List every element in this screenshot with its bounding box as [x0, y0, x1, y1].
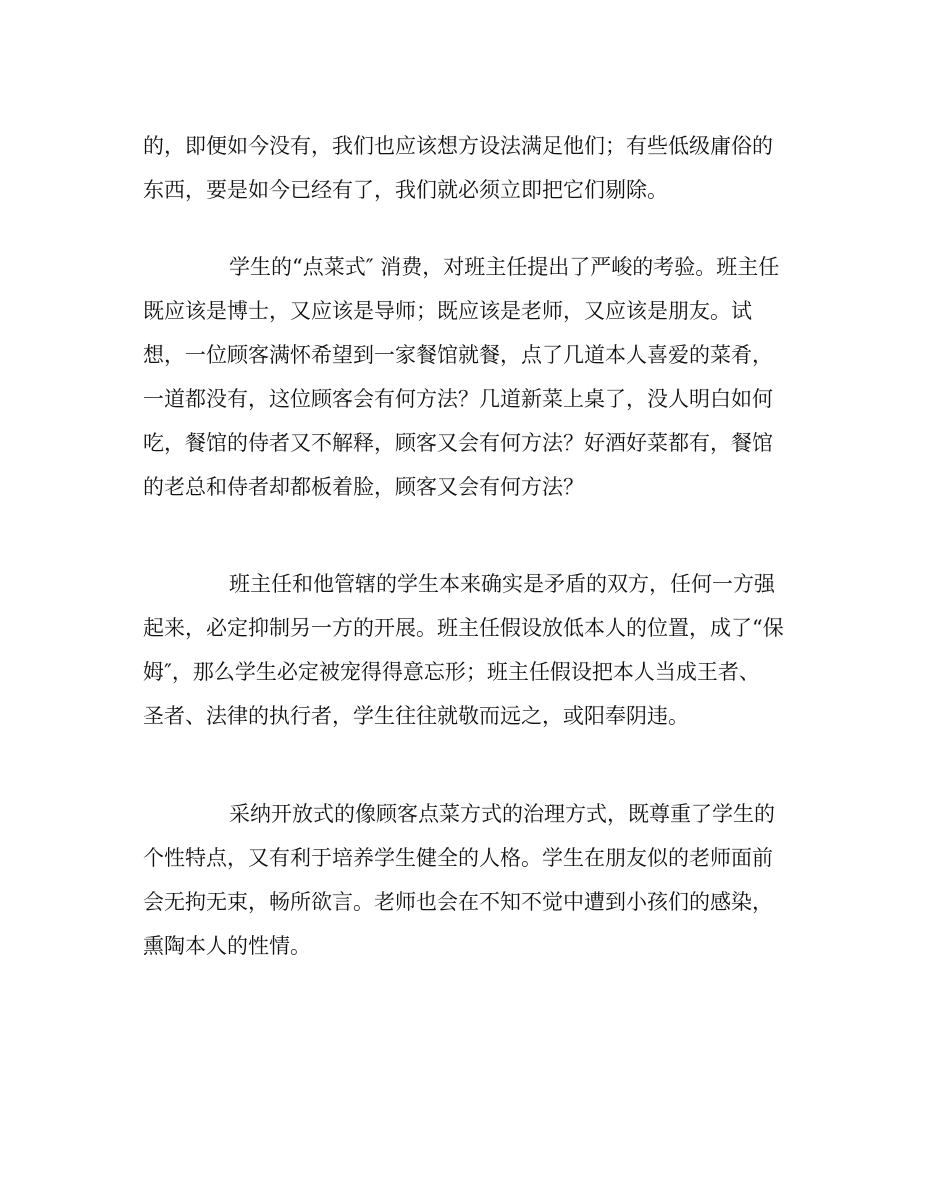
paragraph-1	[143, 124, 811, 212]
paragraph-line: 起来，必定抑制另一方的开展。班主任假设放低本人的位置，成了“保	[143, 616, 784, 640]
paragraph-line: 圣者、法律的执行者，学生往往就敬而远之，或阳奉阴违。	[143, 704, 689, 728]
paragraph-line: 班主任和他管辖的学生本来确实是矛盾的双方，任何一方强	[229, 572, 775, 596]
paragraph-line: 的老总和侍者却都板着脸，顾客又会有何方法？	[143, 475, 584, 499]
paragraph-4	[143, 792, 811, 968]
paragraph-line: 姆″，那么学生必定被宠得得意忘形；班主任假设把本人当成王者、	[143, 660, 760, 684]
paragraph-line: 会无拘无束，畅所欲言。老师也会在不知不觉中遭到小孩们的感染，	[143, 890, 773, 914]
paragraph-line: 学生的“点菜式″ 消费，对班主任提出了严峻的考验。班主任	[229, 255, 780, 279]
paragraph-line: 熏陶本人的性情。	[143, 934, 311, 958]
paragraph-line: 吃，餐馆的侍者又不解释，顾客又会有何方法？好酒好菜都有，餐馆	[143, 431, 773, 455]
paragraph-3	[143, 562, 811, 738]
paragraph-line: 的，即便如今没有，我们也应该想方设法满足他们；有些低级庸俗的	[143, 134, 773, 158]
paragraph-line: 想，一位顾客满怀希望到一家餐馆就餐，点了几道本人喜爱的菜肴，	[143, 343, 773, 367]
paragraph-line: 东西，要是如今已经有了，我们就必须立即把它们剔除。	[143, 178, 668, 202]
paragraph-2	[143, 245, 811, 509]
paragraph-line: 一道都没有，这位顾客会有何方法？几道新菜上桌了，没人明白如何	[143, 387, 773, 411]
paragraph-line: 个性特点，又有利于培养学生健全的人格。学生在朋友似的老师面前	[143, 846, 773, 870]
paragraph-line: 既应该是博士，又应该是导师；既应该是老师，又应该是朋友。试	[143, 299, 752, 323]
paragraph-line: 采纳开放式的像顾客点菜方式的治理方式，既尊重了学生的	[229, 802, 775, 826]
